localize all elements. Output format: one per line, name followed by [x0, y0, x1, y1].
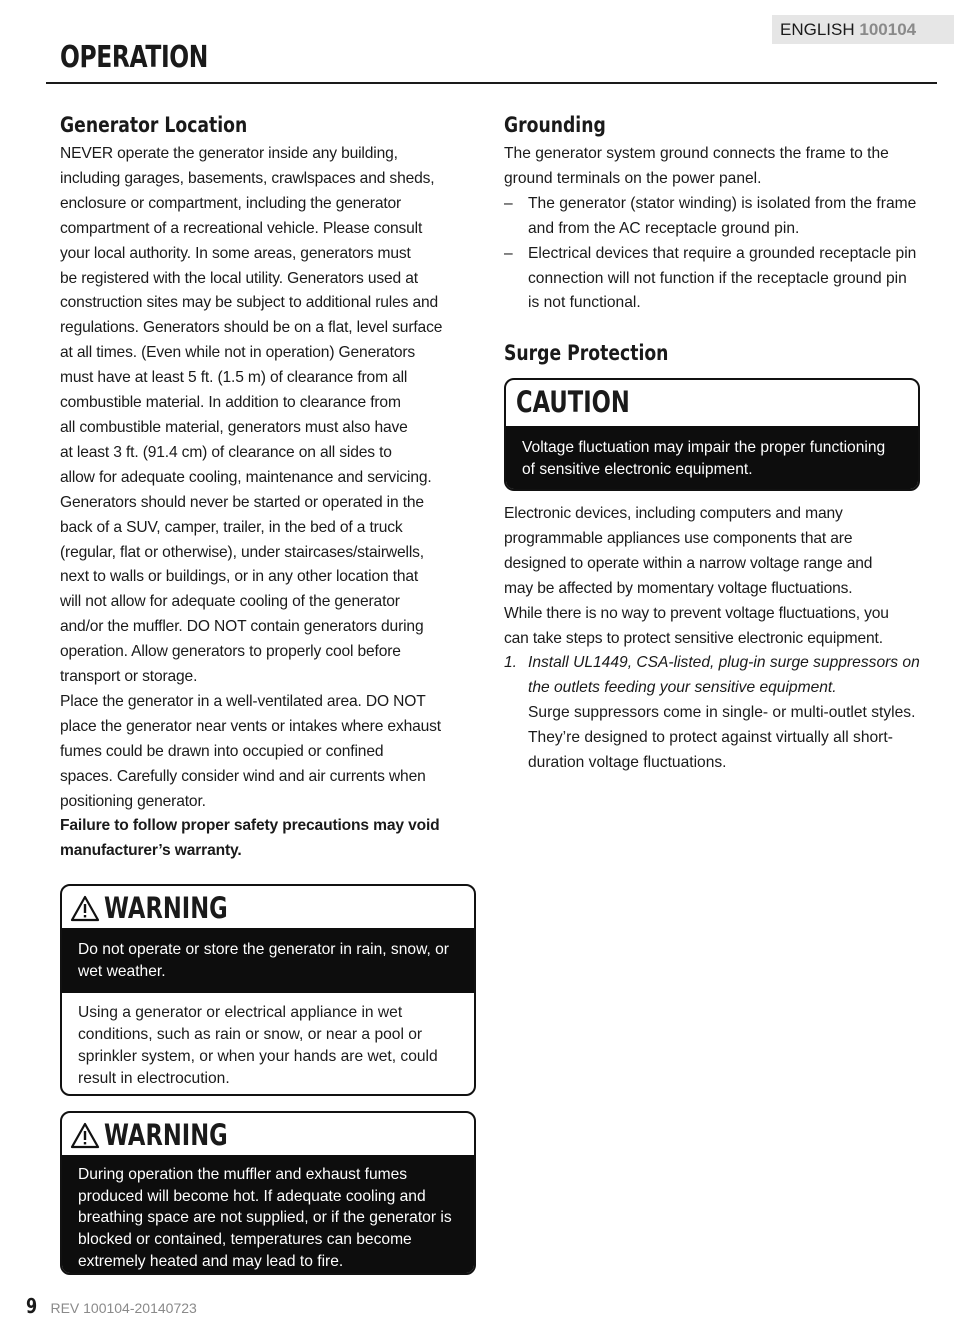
- body-line: While there is no way to prevent voltage fluctuations, you: [504, 604, 889, 622]
- warning-box-hot-muffler: [60, 1111, 476, 1275]
- body-line: can take steps to protect sensitive electronic equipment.: [504, 629, 883, 647]
- generator-location-heading: Generator Location: [60, 113, 248, 137]
- caution-title: CAUTION: [516, 385, 630, 419]
- body-line: NEVER operate the generator inside any building,: [60, 145, 398, 162]
- warning-box-wet-conditions: [60, 884, 476, 1096]
- generator-location-body: [60, 142, 474, 864]
- grounding-section: [504, 112, 920, 316]
- step-emphasis: Install UL1449, CSA-listed, plug-in surge suppressors on the outlets feeding your sensitive equipment.: [528, 654, 920, 697]
- body-line: at least 3 ft. (91.4 cm) of clearance on all sides to: [60, 443, 392, 461]
- body-line: operation. Allow generators to properly cool before: [60, 643, 401, 661]
- warning-triangle-icon: [70, 895, 100, 922]
- body-line: programmable appliances use components that are: [504, 529, 853, 547]
- body-line: construction sites may be subject to additional rules and: [60, 294, 439, 312]
- warning-triangle-icon: [70, 1122, 100, 1149]
- body-line: will not allow for adequate cooling of the generator: [60, 593, 400, 611]
- doc-code: 100104: [859, 20, 917, 39]
- list-item: [504, 651, 924, 776]
- body-line: must have at least 5 ft. (1.5 m) of clearance from all: [60, 369, 408, 387]
- grounding-list: [504, 192, 920, 317]
- body-line: fumes could be drawn into occupied or confined: [60, 742, 384, 760]
- body-line: enclosure or compartment, including the generator: [60, 194, 402, 212]
- list-item: – The generator (stator winding) is isolated from the frame and from the AC receptacle ground pin.: [504, 192, 920, 242]
- warranty-notice-line: manufacturer’s warranty.: [60, 842, 242, 860]
- caution-text: Voltage fluctuation may impair the proper functioning of sensitive electronic equipment.: [506, 426, 918, 491]
- warning-primary-text: During operation the muffler and exhaust fumes produced will become hot. If adequate cooling and breathing space are not supplied, or if the generator is blocked or contained, temperatures can become extremely heated and may lead to fire.: [62, 1155, 474, 1275]
- revision-code: REV 100104-20140723: [50, 1300, 197, 1316]
- page-number: 9: [26, 1294, 38, 1318]
- body-line: back of a SUV, camper, trailer, in the bed of a truck: [60, 518, 403, 536]
- body-line: designed to operate within a narrow voltage range and: [504, 554, 873, 572]
- body-line: compartment of a recreational vehicle. Please consult: [60, 219, 423, 237]
- warning-primary-text: Do not operate or store the generator in rain, snow, or wet weather.: [62, 928, 474, 993]
- header-divider: [46, 82, 937, 84]
- body-line: transport or storage.: [60, 668, 198, 686]
- grounding-intro: The generator system ground connects the frame to the ground terminals on the power panel.: [504, 145, 889, 187]
- surge-protection-body: [504, 502, 924, 776]
- surge-steps-list: [504, 651, 924, 776]
- body-line: positioning generator.: [60, 792, 206, 810]
- step-text: Surge suppressors come in single- or multi-outlet styles. They’re designed to protect against virtually all short-duration voltage fluctuations.: [528, 704, 916, 772]
- page-footer: [26, 1294, 197, 1318]
- body-line: at all times. (Even while not in operation) Generators: [60, 344, 416, 362]
- body-line: including garages, basements, crawlspaces and sheds,: [60, 169, 435, 187]
- page-title: OPERATION: [60, 40, 208, 75]
- body-line: be registered with the local utility. Generators used at: [60, 269, 418, 287]
- warning-title: WARNING: [104, 1118, 228, 1152]
- body-line: spaces. Carefully consider wind and air currents when: [60, 767, 426, 785]
- body-line: place the generator near vents or intakes where exhaust: [60, 717, 441, 735]
- body-line: all combustible material, generators must also have: [60, 418, 408, 436]
- language-label: ENGLISH: [780, 20, 855, 39]
- body-line: regulations. Generators should be on a flat, level surface: [60, 319, 443, 337]
- surge-protection-heading-wrap: [504, 340, 920, 370]
- step-number: 1.: [504, 654, 518, 672]
- warning-title: WARNING: [104, 891, 228, 925]
- body-line: (regular, flat or otherwise), under staircases/stairwells,: [60, 543, 424, 561]
- warning-header: [62, 886, 474, 928]
- body-line: Electronic devices, including computers and many: [504, 505, 843, 522]
- body-line: and/or the muffler. DO NOT contain generators during: [60, 618, 424, 636]
- caution-box: [504, 378, 920, 491]
- body-line: your local authority. In some areas, generators must: [60, 244, 411, 262]
- warning-secondary-text: Using a generator or electrical appliance in wet conditions, such as rain or snow, or near a pool or sprinkler system, or when your hands are wet, could result in electrocution.: [78, 1004, 438, 1087]
- body-line: combustible material. In addition to clearance from: [60, 394, 401, 412]
- body-line: next to walls or buildings, or in any other location that: [60, 568, 419, 586]
- surge-protection-heading: Surge Protection: [504, 341, 669, 365]
- grounding-heading: Grounding: [504, 113, 606, 137]
- warning-header: [62, 1113, 474, 1155]
- caution-header: [506, 380, 918, 426]
- warranty-notice-line: Failure to follow proper safety precautions may void: [60, 817, 440, 835]
- body-line: Place the generator in a well-ventilated area. DO NOT: [60, 692, 426, 710]
- body-line: may be affected by momentary voltage fluctuations.: [504, 579, 853, 597]
- body-line: Generators should never be started or operated in the: [60, 493, 424, 511]
- body-line: allow for adequate cooling, maintenance and servicing.: [60, 468, 432, 486]
- language-tab: [772, 15, 954, 44]
- list-item: – Electrical devices that require a grounded receptacle pin connection will not function if the receptacle ground pin is not functional.: [504, 242, 920, 317]
- generator-location-section: [60, 112, 474, 864]
